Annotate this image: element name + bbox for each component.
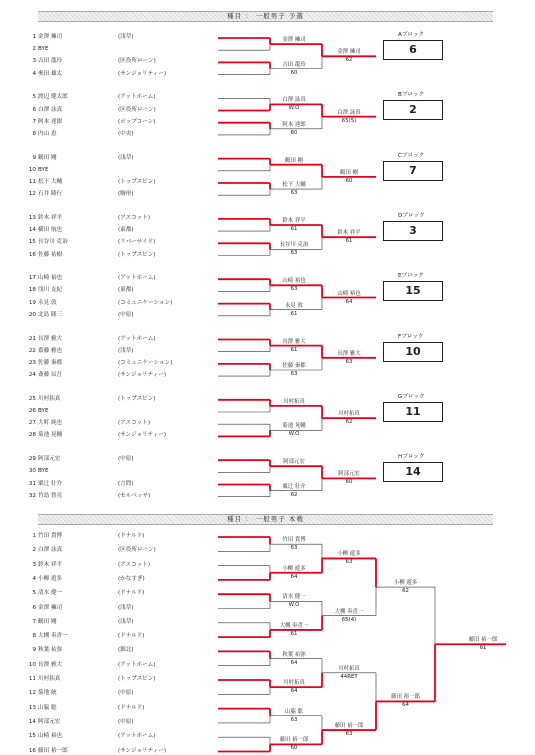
seed-number: 12 bbox=[28, 690, 36, 697]
player-entry bbox=[20, 719, 134, 726]
club-name: (東都) bbox=[118, 287, 134, 294]
player-entry bbox=[20, 481, 134, 488]
seed-number: 15 bbox=[28, 239, 36, 246]
block-number-box: 6 bbox=[383, 40, 443, 60]
match-score: 61 bbox=[345, 238, 353, 245]
seed-number: 15 bbox=[28, 733, 36, 740]
seed-number: 7 bbox=[32, 118, 36, 125]
club-name: (アスコット) bbox=[118, 561, 150, 568]
seed-number: 30 bbox=[28, 468, 36, 475]
club-name: (ドナルド) bbox=[118, 533, 145, 539]
player-entry bbox=[20, 619, 134, 626]
club-name: (浅草) bbox=[118, 618, 134, 625]
player-name: 阿部元宏 bbox=[38, 718, 61, 725]
match-winner: 阿部元宏 bbox=[338, 471, 360, 478]
club-name: (アットホーム) bbox=[118, 661, 156, 668]
club-name: (かなすぎ) bbox=[118, 575, 145, 582]
match-score: 63 bbox=[290, 286, 298, 293]
player-entry bbox=[20, 662, 156, 669]
club-name: (コミュニケーション) bbox=[118, 359, 173, 366]
match-winner: 白澤 詠真 bbox=[337, 109, 361, 116]
player-name: 長澤 雅大 bbox=[38, 661, 63, 668]
match-score: 63 bbox=[290, 371, 298, 377]
player-name: 阿本 達郎 bbox=[38, 118, 63, 125]
match-score: 62 bbox=[290, 491, 298, 498]
seed-number: 5 bbox=[32, 94, 36, 101]
club-name: (ドナルド) bbox=[118, 590, 145, 597]
seed-number: 4 bbox=[32, 575, 36, 582]
club-name: (サンジョリティー) bbox=[118, 432, 167, 439]
match-winner: 山脇 聡 bbox=[285, 708, 303, 715]
player-entry bbox=[20, 633, 144, 640]
seed-number: 16 bbox=[28, 747, 36, 754]
seed-number: 14 bbox=[28, 227, 36, 234]
player-name: 竹田 貴博 bbox=[38, 533, 63, 539]
player-name: 阿部元宏 bbox=[38, 456, 61, 463]
club-name: (ポップコーン) bbox=[118, 118, 156, 125]
seed-number: 2 bbox=[32, 547, 36, 554]
block-number-box: 10 bbox=[383, 342, 443, 362]
player-name: 竹島 智亮 bbox=[38, 492, 63, 499]
match-winner: 吉田 龍玲 bbox=[282, 61, 306, 68]
player-name: 大町 純也 bbox=[38, 420, 63, 427]
match-winner: 鈴木 祥平 bbox=[282, 218, 306, 224]
match-winner: 鶴田 剛 bbox=[285, 157, 303, 164]
player-name: 鈴木 祥平 bbox=[38, 561, 63, 568]
match-winner: 菊池 晃輔 bbox=[282, 423, 306, 430]
match-score: 60 bbox=[290, 129, 298, 136]
match-score: 64 bbox=[402, 702, 409, 709]
block-label: Aブロック bbox=[398, 32, 425, 38]
club-name: (サンジョリティー) bbox=[118, 70, 167, 77]
club-name: (浅草) bbox=[118, 34, 134, 40]
seed-number: 22 bbox=[28, 347, 36, 354]
match-winner: 川村拓真 bbox=[338, 665, 360, 672]
match-winner: 佐藤 秦都 bbox=[282, 363, 306, 369]
seed-number: 24 bbox=[28, 372, 36, 379]
club-name: (言問) bbox=[118, 480, 134, 487]
seed-number: 23 bbox=[28, 359, 36, 366]
player-name: 白澤 詠真 bbox=[38, 106, 63, 113]
club-name: (トップスピン) bbox=[118, 251, 156, 258]
match-winner: 松下 大輔 bbox=[282, 182, 306, 189]
player-entry bbox=[20, 300, 172, 307]
player-entry bbox=[20, 312, 134, 319]
block-label: Bブロック bbox=[398, 92, 425, 99]
club-name: (駒形) bbox=[118, 191, 134, 198]
match-winner: 大槻 奏喜一 bbox=[279, 622, 309, 629]
block-label: Hブロック bbox=[398, 454, 425, 461]
match-score: 63 bbox=[345, 731, 353, 738]
player-entry bbox=[20, 605, 134, 612]
player-name: 吉田 龍玲 bbox=[38, 58, 63, 65]
seed-number: 1 bbox=[32, 34, 36, 40]
player-entry bbox=[20, 94, 156, 101]
block-number-box: 7 bbox=[383, 161, 443, 181]
player-entry bbox=[20, 46, 118, 53]
seed-number: 11 bbox=[28, 676, 36, 682]
club-name: (トップスピン) bbox=[118, 676, 156, 682]
match-winner: 清水 健一 bbox=[282, 594, 306, 601]
match-score: 64 bbox=[290, 659, 298, 666]
player-entry bbox=[20, 58, 156, 65]
player-name: 石井 隆行 bbox=[38, 191, 63, 198]
player-entry bbox=[20, 227, 134, 234]
match-score: W.O bbox=[288, 431, 300, 438]
player-name: 白澤 詠真 bbox=[38, 547, 63, 554]
club-name: (アットホーム) bbox=[118, 94, 156, 101]
match-winner: 川村拓真 bbox=[283, 680, 305, 687]
player-name: 浅川 友紀 bbox=[38, 287, 63, 294]
player-entry bbox=[20, 287, 134, 294]
player-name: 山崎 裕也 bbox=[38, 275, 63, 282]
match-winner: 山崎 裕也 bbox=[337, 290, 361, 297]
player-entry bbox=[20, 748, 166, 755]
player-name: 鈴木 祥平 bbox=[38, 214, 63, 221]
player-entry bbox=[20, 408, 118, 415]
match-score: 63 bbox=[345, 559, 353, 566]
seed-number: 17 bbox=[28, 275, 36, 282]
player-entry bbox=[20, 396, 156, 403]
match-score: 60 bbox=[290, 745, 298, 752]
club-name: (中原) bbox=[118, 718, 134, 725]
match-winner: 竹田 貴博 bbox=[282, 537, 306, 544]
match-winner: 川村拓真 bbox=[338, 411, 360, 418]
seed-number: 5 bbox=[32, 590, 36, 597]
player-entry bbox=[20, 576, 145, 583]
match-score: 61 bbox=[290, 630, 298, 637]
match-score: 63 bbox=[345, 358, 353, 365]
seed-number: 9 bbox=[32, 647, 36, 654]
match-winner: 阿部元宏 bbox=[283, 459, 305, 466]
player-name: 佐藤 秦都 bbox=[38, 359, 63, 366]
player-entry bbox=[20, 690, 134, 697]
player-entry bbox=[20, 71, 166, 78]
player-entry bbox=[20, 239, 155, 246]
seed-number: 13 bbox=[28, 214, 36, 221]
seed-number: 20 bbox=[28, 311, 36, 318]
seed-number: 4 bbox=[32, 70, 36, 77]
player-name: 鶴田 剛 bbox=[38, 618, 57, 625]
player-entry bbox=[20, 119, 156, 126]
seed-number: 16 bbox=[28, 251, 36, 258]
player-entry bbox=[20, 348, 134, 355]
player-name: 奥田 雄太 bbox=[38, 70, 63, 77]
player-name: 菊池 晃輔 bbox=[38, 432, 63, 439]
player-entry bbox=[20, 107, 156, 114]
match-winner: 藤田 裕一郎 bbox=[391, 694, 420, 701]
player-entry bbox=[20, 372, 166, 379]
match-score: 63 bbox=[290, 716, 298, 723]
player-entry bbox=[20, 733, 156, 740]
seed-number: 13 bbox=[28, 704, 36, 711]
club-name: (浅草) bbox=[118, 604, 134, 611]
match-winner: 小柳 遊多 bbox=[337, 551, 361, 558]
block-number-box: 14 bbox=[383, 462, 443, 482]
player-entry bbox=[20, 547, 156, 554]
club-name: (トップスピン) bbox=[118, 179, 156, 185]
player-name: 齋藤 雅也 bbox=[38, 347, 63, 354]
club-name: (浅草) bbox=[118, 347, 134, 354]
seed-number: 11 bbox=[28, 179, 36, 185]
player-name: 永見 敦 bbox=[38, 299, 57, 306]
match-score: 61 bbox=[290, 226, 298, 232]
block-label: Dブロック bbox=[398, 212, 425, 219]
match-winner: 小柳 遊多 bbox=[393, 580, 418, 587]
club-name: (区役所ローン) bbox=[118, 547, 156, 554]
match-score: 60 bbox=[345, 177, 353, 184]
champion-name: 藤田 裕一郎 bbox=[468, 637, 498, 644]
player-name: 清水 健一 bbox=[38, 590, 63, 597]
player-entry bbox=[20, 493, 150, 500]
player-name: 金澤 擁司 bbox=[38, 604, 63, 611]
player-entry bbox=[20, 179, 156, 186]
player-name: BYE bbox=[38, 468, 49, 475]
match-winner: 長澤 雅大 bbox=[282, 338, 306, 345]
club-name: (コミュニケーション) bbox=[118, 299, 173, 306]
player-entry bbox=[20, 456, 134, 463]
match-score: 63 bbox=[290, 190, 298, 197]
player-entry bbox=[20, 533, 144, 540]
player-name: BYE bbox=[38, 46, 49, 53]
block-label: Gブロック bbox=[398, 393, 425, 400]
player-name: 斎藤 辰吾 bbox=[38, 372, 63, 379]
seed-number: 1 bbox=[32, 533, 36, 539]
club-name: (錦北) bbox=[118, 647, 134, 654]
player-name: 川村拓真 bbox=[38, 676, 61, 682]
club-name: (区役所ローン) bbox=[118, 58, 156, 65]
seed-number: 3 bbox=[32, 561, 36, 568]
match-score: 64 bbox=[345, 298, 353, 305]
player-name: 金澤 擁司 bbox=[38, 34, 63, 40]
player-name: 内山 恵 bbox=[38, 130, 57, 137]
match-score: 60 bbox=[345, 479, 353, 486]
club-name: (トップスピン) bbox=[118, 395, 156, 402]
prelim-title: 種目 ： 一般男子 予選 bbox=[38, 11, 493, 22]
match-winner: 粟辻 壮介 bbox=[282, 483, 306, 490]
player-name: BYE bbox=[38, 408, 49, 414]
club-name: (中原) bbox=[118, 690, 134, 697]
match-score: 64 bbox=[290, 573, 298, 580]
seed-number: 29 bbox=[28, 456, 36, 463]
match-score: 63 bbox=[290, 545, 298, 552]
seed-number: 7 bbox=[32, 618, 36, 625]
player-name: 佐藤 祐樹 bbox=[38, 251, 63, 258]
player-entry bbox=[20, 705, 144, 712]
seed-number: 10 bbox=[28, 661, 36, 668]
seed-number: 25 bbox=[28, 395, 36, 402]
club-name: (アットホーム) bbox=[118, 275, 156, 282]
player-name: 渡辺 健太郎 bbox=[38, 94, 68, 101]
match-winner: 金澤 擁司 bbox=[337, 49, 361, 56]
seed-number: 8 bbox=[32, 130, 36, 137]
block-number-box: 2 bbox=[383, 100, 443, 120]
match-score: 64 bbox=[290, 688, 298, 695]
match-winner: 秋葉 祐弥 bbox=[282, 651, 306, 658]
match-winner: 長谷川 克治 bbox=[279, 242, 309, 249]
player-entry bbox=[20, 468, 118, 475]
club-name: (中央) bbox=[118, 130, 134, 137]
player-name: 北島 隆三 bbox=[38, 311, 63, 318]
player-name: 粟辻 壮介 bbox=[38, 480, 63, 487]
club-name: (中原) bbox=[118, 311, 134, 318]
player-name: 秋葉 祐弥 bbox=[38, 647, 63, 654]
club-name: (アットホーム) bbox=[118, 733, 156, 740]
player-entry bbox=[20, 360, 172, 367]
club-name: (区役所ローン) bbox=[118, 106, 156, 113]
block-label: Fブロック bbox=[398, 333, 424, 340]
player-name: 鶴田 剛 bbox=[38, 154, 57, 161]
club-name: (リバーサイド) bbox=[118, 239, 156, 246]
player-name: 川村拓真 bbox=[38, 395, 61, 402]
block-label: Eブロック bbox=[398, 273, 424, 280]
club-name: (ドナルド) bbox=[118, 633, 145, 640]
match-winner: 鶴田 剛 bbox=[340, 169, 358, 176]
player-name: 小柳 遊多 bbox=[38, 575, 63, 582]
seed-number: 10 bbox=[28, 166, 36, 173]
match-score: 61 bbox=[290, 346, 298, 353]
match-winner: 鈴木 祥平 bbox=[337, 230, 361, 237]
club-name: (サンジョリティー) bbox=[118, 372, 167, 379]
match-score: 63 bbox=[290, 250, 298, 257]
player-entry bbox=[20, 590, 144, 597]
match-score: 65(5) bbox=[341, 117, 357, 124]
seed-number: 32 bbox=[28, 492, 36, 499]
seed-number: 3 bbox=[32, 58, 36, 65]
seed-number: 27 bbox=[28, 420, 36, 427]
match-winner: 阿本 達郎 bbox=[282, 121, 306, 128]
block-number-box: 3 bbox=[383, 221, 443, 241]
match-score: 62 bbox=[345, 57, 353, 64]
player-name: 藤田 裕一郎 bbox=[38, 747, 68, 754]
player-entry bbox=[20, 676, 156, 683]
final-score: 61 bbox=[479, 645, 487, 652]
match-score: 65(4) bbox=[341, 616, 357, 623]
seed-number: 19 bbox=[28, 299, 36, 306]
player-name: 山崎 裕也 bbox=[38, 733, 63, 740]
club-name: (浅草) bbox=[118, 154, 134, 161]
seed-number: 2 bbox=[32, 46, 36, 53]
match-winner: 大槻 奏喜一 bbox=[334, 608, 364, 615]
match-score: 61 bbox=[290, 310, 298, 317]
club-name: (東都) bbox=[118, 227, 134, 234]
main-title: 種目 ： 一般男子 本戦 bbox=[38, 514, 493, 525]
block-number-box: 15 bbox=[383, 281, 443, 301]
player-entry bbox=[20, 562, 150, 569]
match-score: 62 bbox=[345, 419, 353, 426]
seed-number: 21 bbox=[28, 335, 36, 342]
match-score: W.O bbox=[288, 105, 300, 112]
club-name: (アットホーム) bbox=[118, 335, 156, 342]
match-winner: 長澤 雅大 bbox=[337, 350, 361, 357]
block-number-box: 11 bbox=[383, 402, 443, 422]
player-entry bbox=[20, 252, 156, 259]
match-winner: 永見 敦 bbox=[285, 302, 303, 309]
player-name: 大槻 奏喜一 bbox=[38, 633, 68, 640]
seed-number: 12 bbox=[28, 191, 36, 198]
match-winner: 金澤 擁司 bbox=[282, 37, 306, 44]
player-name: 菊地 統 bbox=[38, 690, 57, 697]
match-winner: 川村拓真 bbox=[283, 398, 305, 405]
player-entry bbox=[20, 336, 156, 343]
seed-number: 18 bbox=[28, 287, 36, 294]
player-entry bbox=[20, 34, 134, 41]
club-name: (アスコット) bbox=[118, 214, 150, 221]
player-name: 長谷川 克治 bbox=[38, 239, 68, 246]
player-name: 松下 大輔 bbox=[38, 179, 63, 185]
player-entry bbox=[20, 131, 134, 138]
club-name: (ドナルド) bbox=[118, 704, 145, 711]
player-name: 長澤 雅大 bbox=[38, 335, 63, 342]
club-name: (セルベッサ) bbox=[118, 492, 151, 499]
seed-number: 9 bbox=[32, 154, 36, 161]
player-name: 横田 航也 bbox=[38, 227, 63, 234]
player-entry bbox=[20, 155, 134, 162]
seed-number: 6 bbox=[32, 106, 36, 113]
player-name: BYE bbox=[38, 166, 49, 173]
match-score: 60 bbox=[290, 69, 298, 76]
match-winner: 藤田 裕一郎 bbox=[334, 723, 364, 730]
player-name: 山脇 聡 bbox=[38, 704, 57, 711]
match-winner: 小柳 遊多 bbox=[282, 565, 306, 572]
player-entry bbox=[20, 420, 150, 427]
match-score: 62 bbox=[402, 588, 409, 595]
match-winner: 藤田 裕一郎 bbox=[279, 737, 309, 744]
player-entry bbox=[20, 275, 156, 282]
club-name: (アスコット) bbox=[118, 420, 150, 427]
match-winner: 山崎 裕也 bbox=[282, 278, 306, 285]
player-entry bbox=[20, 167, 118, 174]
player-entry bbox=[20, 191, 134, 198]
seed-number: 14 bbox=[28, 718, 36, 725]
seed-number: 26 bbox=[28, 408, 36, 414]
match-score: W.O bbox=[288, 602, 300, 609]
player-entry bbox=[20, 647, 134, 654]
match-score: 44RET bbox=[340, 673, 358, 680]
player-entry bbox=[20, 215, 150, 222]
player-entry bbox=[20, 432, 166, 439]
club-name: (中原) bbox=[118, 456, 134, 463]
seed-number: 8 bbox=[32, 633, 36, 640]
seed-number: 28 bbox=[28, 432, 36, 439]
seed-number: 6 bbox=[32, 604, 36, 611]
block-label: Cブロック bbox=[398, 152, 425, 159]
match-winner: 白澤 詠真 bbox=[282, 97, 306, 104]
seed-number: 31 bbox=[28, 480, 36, 487]
club-name: (サンジョリティー) bbox=[118, 747, 167, 754]
